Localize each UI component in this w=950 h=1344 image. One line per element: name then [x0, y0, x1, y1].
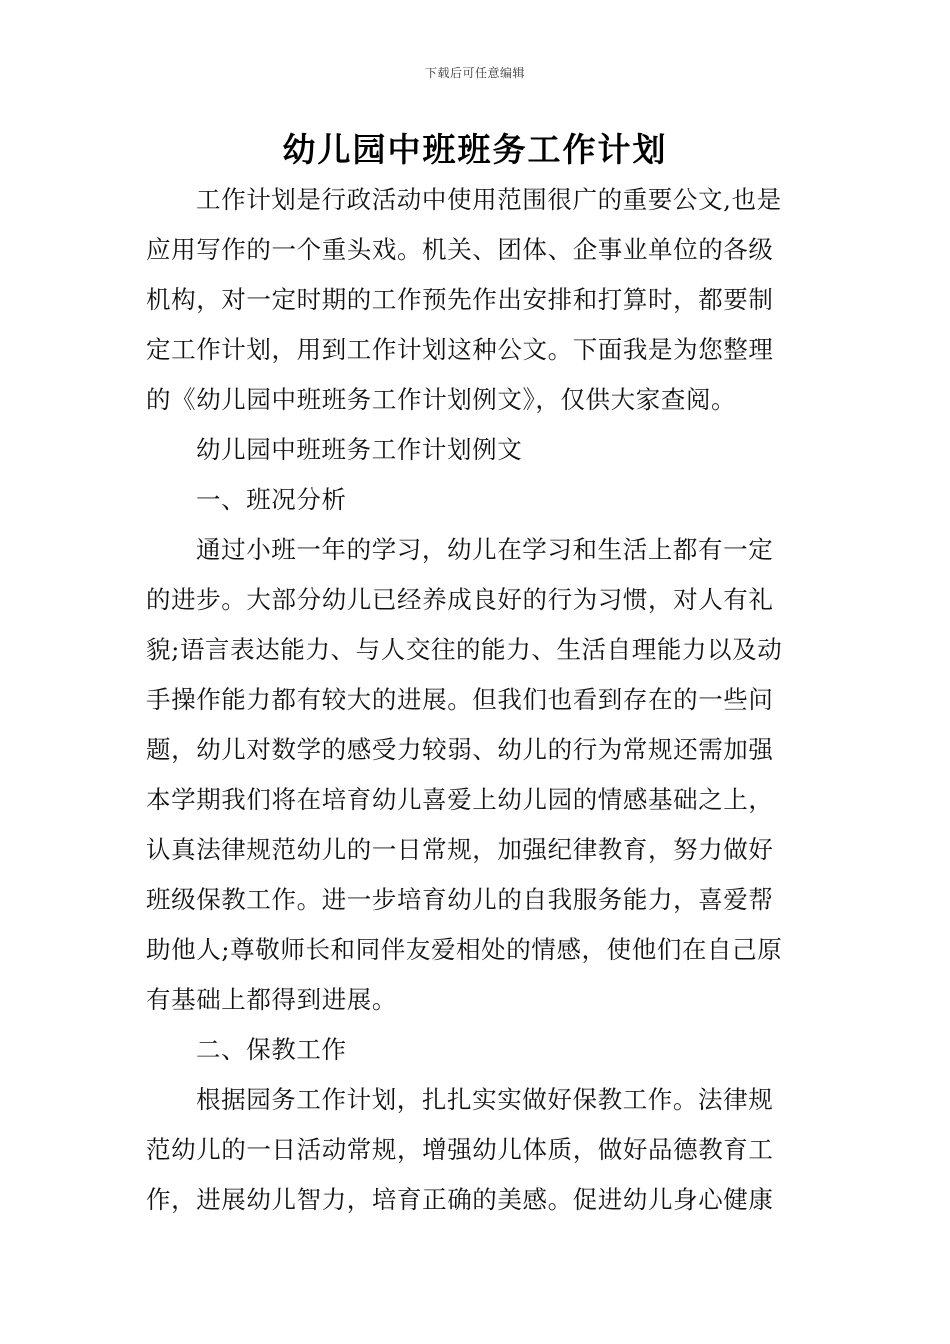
text-line: 应用写作的一个重头戏。机关、团体、企事业单位的各级	[146, 235, 774, 264]
text-line: 通过小班一年的学习，幼儿在学习和生活上都有一定	[196, 535, 774, 564]
text-line: 机构，对一定时期的工作预先作出安排和打算时，都要制	[146, 285, 774, 314]
section-subtitle: 幼儿园中班班务工作计划例文	[196, 435, 523, 464]
text-line: 根据园务工作计划，扎扎实实做好保教工作。法律规	[196, 1085, 774, 1114]
document-title: 幼儿园中班班务工作计划	[282, 130, 668, 169]
text-line: 的《幼儿园中班班务工作计划例文》，仅供大家查阅。	[146, 385, 737, 414]
text-line: 定工作计划，用到工作计划这种公文。下面我是为您整理	[146, 335, 774, 364]
text-line: 有基础上都得到进展。	[146, 985, 397, 1014]
text-line: 题，幼儿对数学的感受力较弱、幼儿的行为常规还需加强	[146, 735, 774, 764]
text-line: 范幼儿的一日活动常规，增强幼儿体质，做好品德教育工	[146, 1135, 774, 1164]
section-heading: 一、班况分析	[196, 485, 347, 514]
text-line: 工作计划是行政活动中使用范围很广的重要公文,也是	[196, 185, 782, 214]
section-heading: 二、保教工作	[196, 1035, 347, 1064]
header-note: 下载后可任意编辑	[424, 66, 525, 80]
text-line: 认真法律规范幼儿的一日常规，加强纪律教育，努力做好	[146, 835, 774, 864]
text-line: 本学期我们将在培育幼儿喜爱上幼儿园的情感基础之上，	[146, 785, 774, 814]
text-line: 助他人;尊敬师长和同伴友爱相处的情感，使他们在自己原	[146, 935, 783, 964]
text-line: 手操作能力都有较大的进展。但我们也看到存在的一些问	[146, 685, 774, 714]
text-line: 班级保教工作。进一步培育幼儿的自我服务能力，喜爱帮	[146, 885, 774, 914]
text-line: 作，进展幼儿智力，培育正确的美感。促进幼儿身心健康	[146, 1185, 774, 1214]
text-line: 貌;语言表达能力、与人交往的能力、生活自理能力以及动	[146, 635, 783, 664]
text-line: 的进步。大部分幼儿已经养成良好的行为习惯，对人有礼	[146, 585, 774, 614]
